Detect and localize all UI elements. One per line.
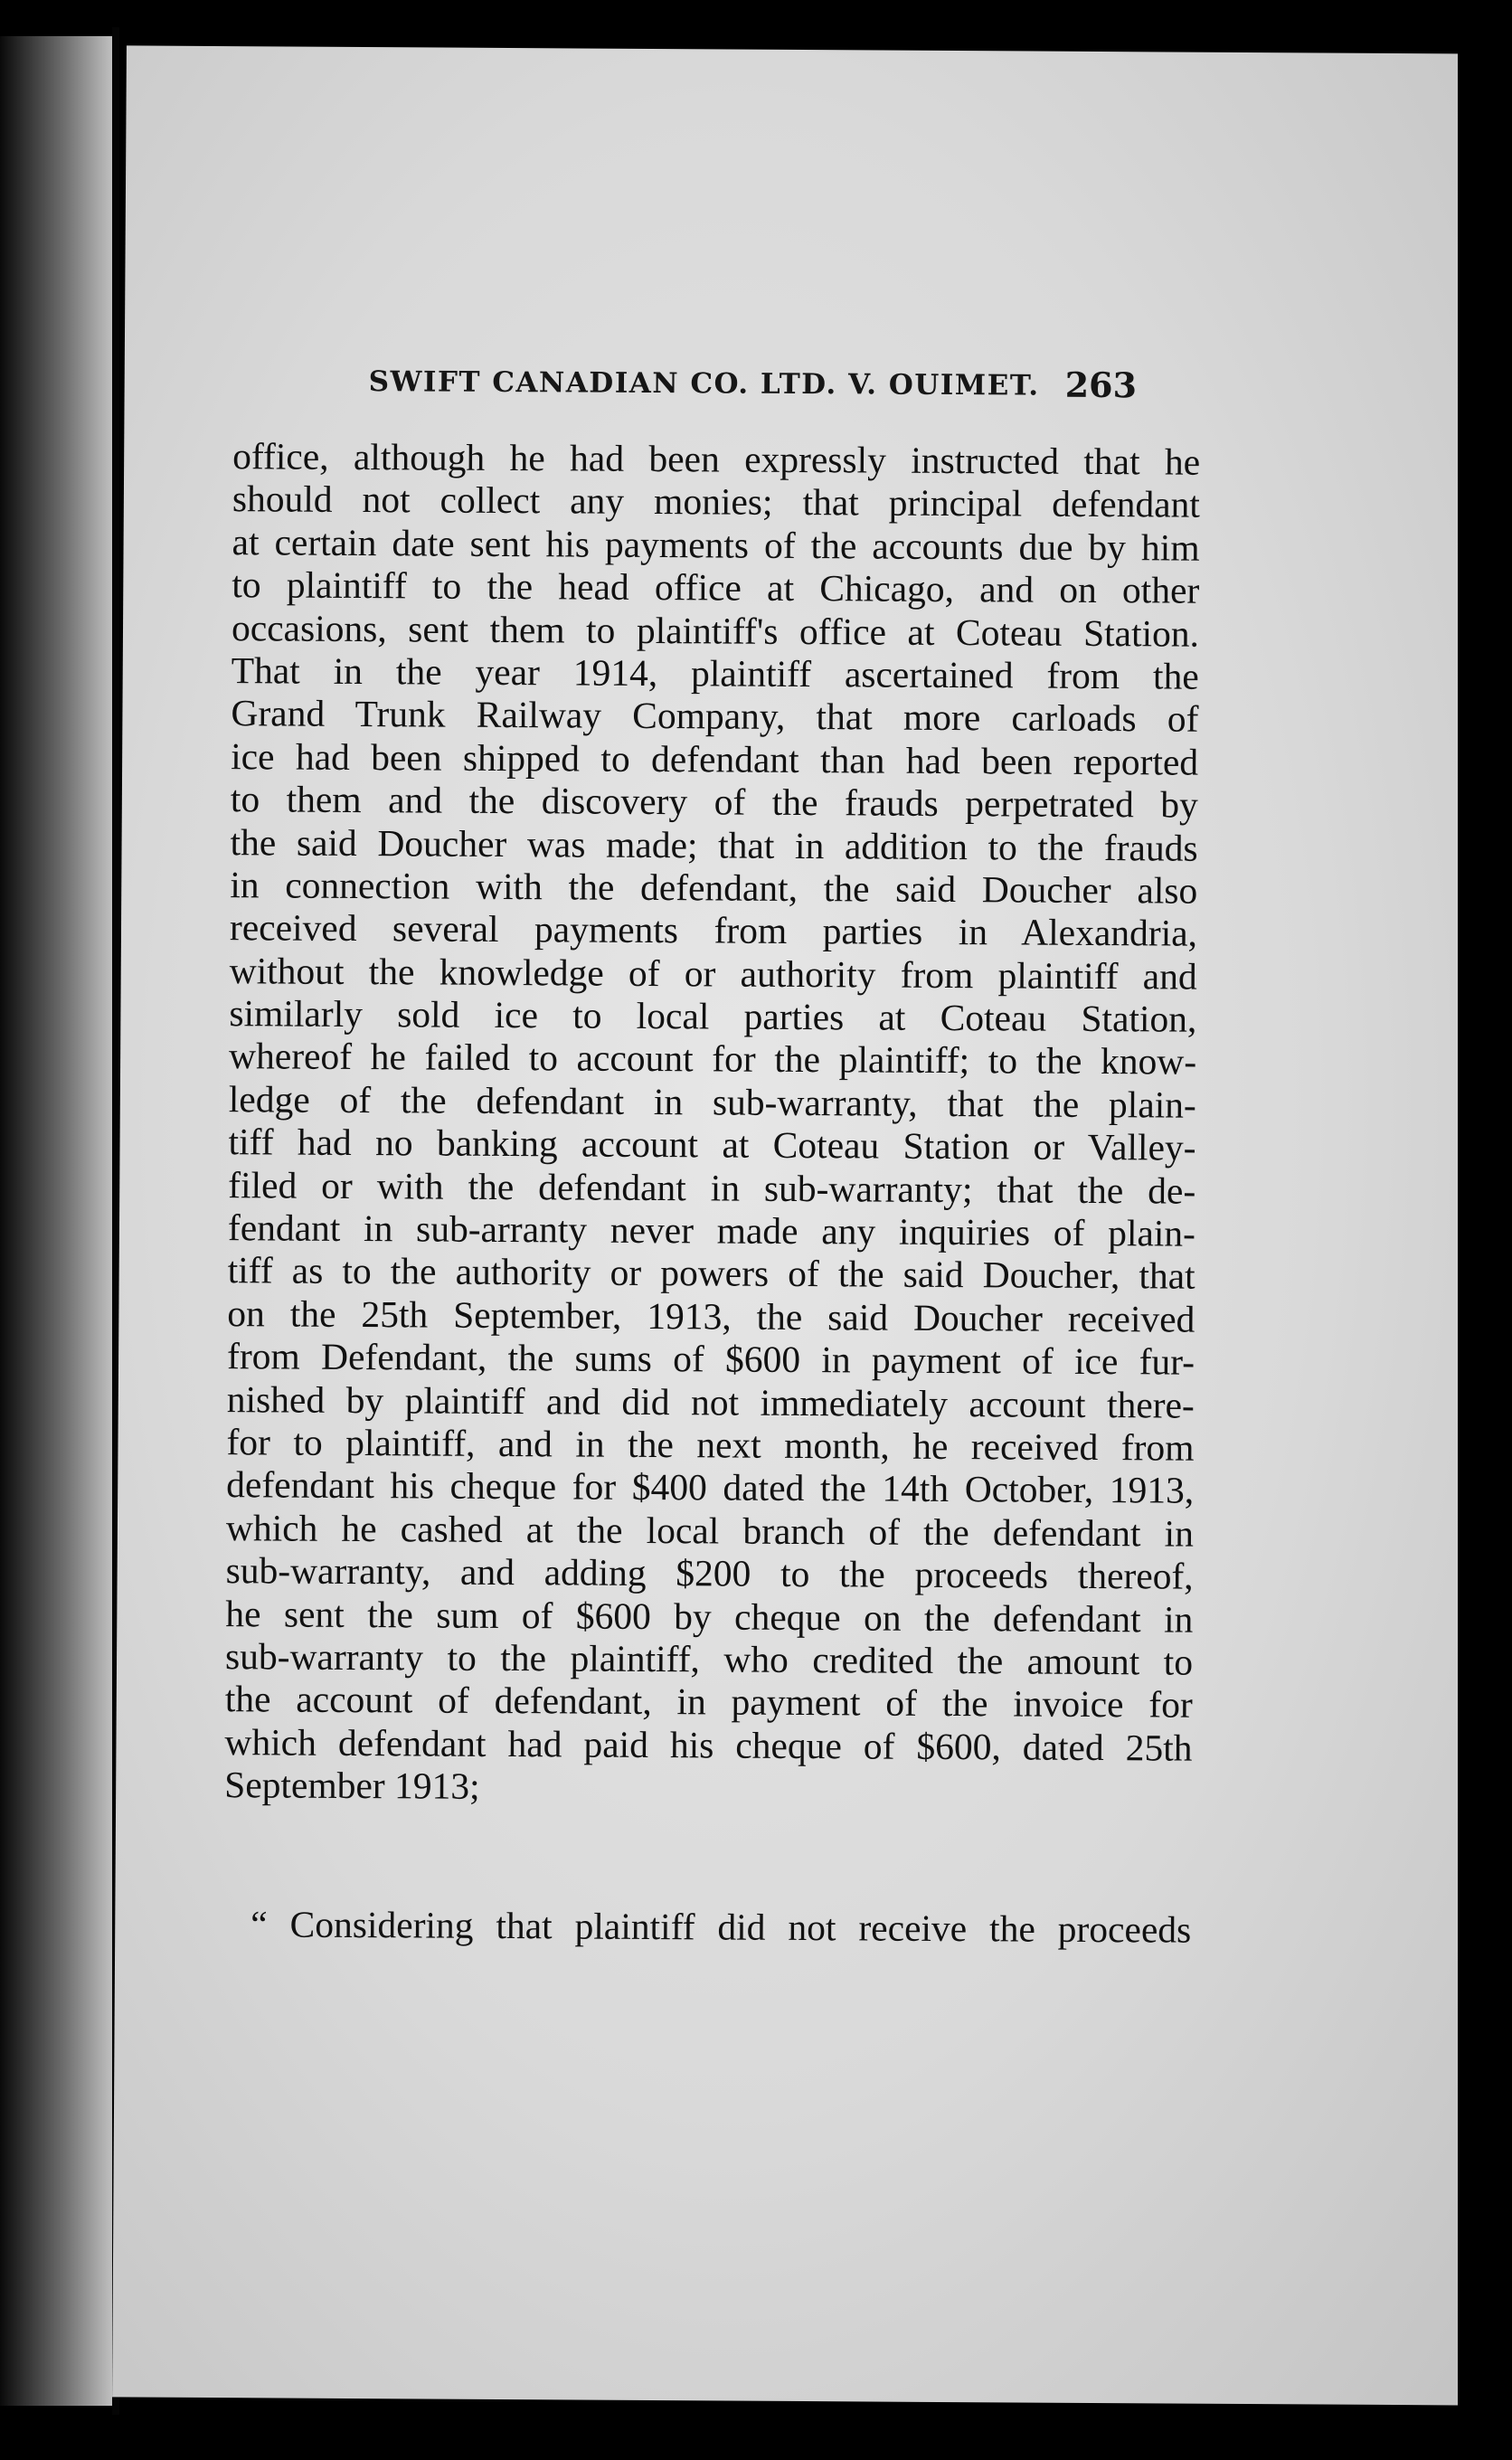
text-line: in connection with the defendant, the said Doucher also (230, 864, 1198, 912)
text-line: to plaintiff to the head office at Chicago, and on other (232, 563, 1200, 611)
body-paragraph (224, 435, 1200, 1812)
text-line: to them and the discovery of the frauds perpetrated by (230, 778, 1198, 826)
running-head-title: SWIFT CANADIAN CO. LTD. V. OUIMET. (368, 365, 1040, 402)
text-line: defendant his cheque for $400 dated the 14th October, 1913, (226, 1463, 1195, 1512)
text-line: similarly sold ice to local parties at Coteau Station, (229, 992, 1197, 1040)
text-line: sub-warranty, and adding $200 to the proceeds thereof, (225, 1549, 1194, 1597)
text-line: tiff had no banking account at Coteau Station or Valley- (228, 1121, 1196, 1168)
text-line: without the knowledge of or authority from plaintiff and (229, 949, 1197, 998)
text-line: filed or with the defendant in sub-warranty; that the de- (228, 1163, 1196, 1212)
text-line: whereof he failed to account for the plaintiff; to the know- (228, 1035, 1197, 1083)
page-number: 263 (1064, 364, 1138, 406)
text-line: ice had been shipped to defendant than had been reported (231, 734, 1199, 783)
text-line: office, although he had been expressly instructed that he (232, 435, 1201, 483)
text-line: he sent the sum of $600 by cheque on the defendant in (225, 1592, 1194, 1641)
facing-page-edge (0, 36, 118, 2406)
text-line: which he cashed at the local branch of the defendant in (225, 1506, 1195, 1555)
text-line: fendant in sub-arranty never made any inquiries of plain- (227, 1206, 1196, 1254)
text-line: nished by plaintiff and did not immediately account there- (226, 1377, 1195, 1426)
text-line: received several payments from parties in Alexandria, (229, 906, 1198, 954)
text-line: September 1913; (224, 1764, 480, 1807)
book-page (112, 45, 1488, 2405)
text-line: the said Doucher was made; that in addition to the frauds (230, 820, 1198, 869)
text-line: Grand Trunk Railway Company, that more carloads of (231, 692, 1199, 741)
text-line: sub-warranty to the plaintiff, who credited the amount to (224, 1635, 1194, 1683)
text-line: occasions, sent them to plaintiff's office at Coteau Station. (231, 606, 1200, 655)
text-line: tiff as to the authority or powers of the said Doucher, that (227, 1249, 1195, 1298)
text-line: which defendant had paid his cheque of $600, dated 25th (224, 1720, 1193, 1769)
text-line: ledge of the defendant in sub-warranty, that the plain- (228, 1077, 1196, 1126)
text-line: for to plaintiff, and in the next month, he received from (226, 1421, 1195, 1469)
text-line: from Defendant, the sums of $600 in payment of ice fur- (226, 1335, 1195, 1383)
text-line: should not collect any monies; that principal defendant (232, 478, 1201, 526)
text-line: on the 25th September, 1913, the said Doucher received (227, 1292, 1195, 1340)
text-line: That in the year 1914, plaintiff ascertained from the (231, 649, 1199, 697)
next-paragraph-start: “ Considering that plaintiff did not receive the proceeds (250, 1903, 1192, 1951)
text-line: at certain date sent his payments of the accounts due by him (232, 520, 1200, 569)
right-scan-shadow (1458, 0, 1512, 2460)
text-line: the account of defendant, in payment of the invoice for (224, 1678, 1193, 1726)
